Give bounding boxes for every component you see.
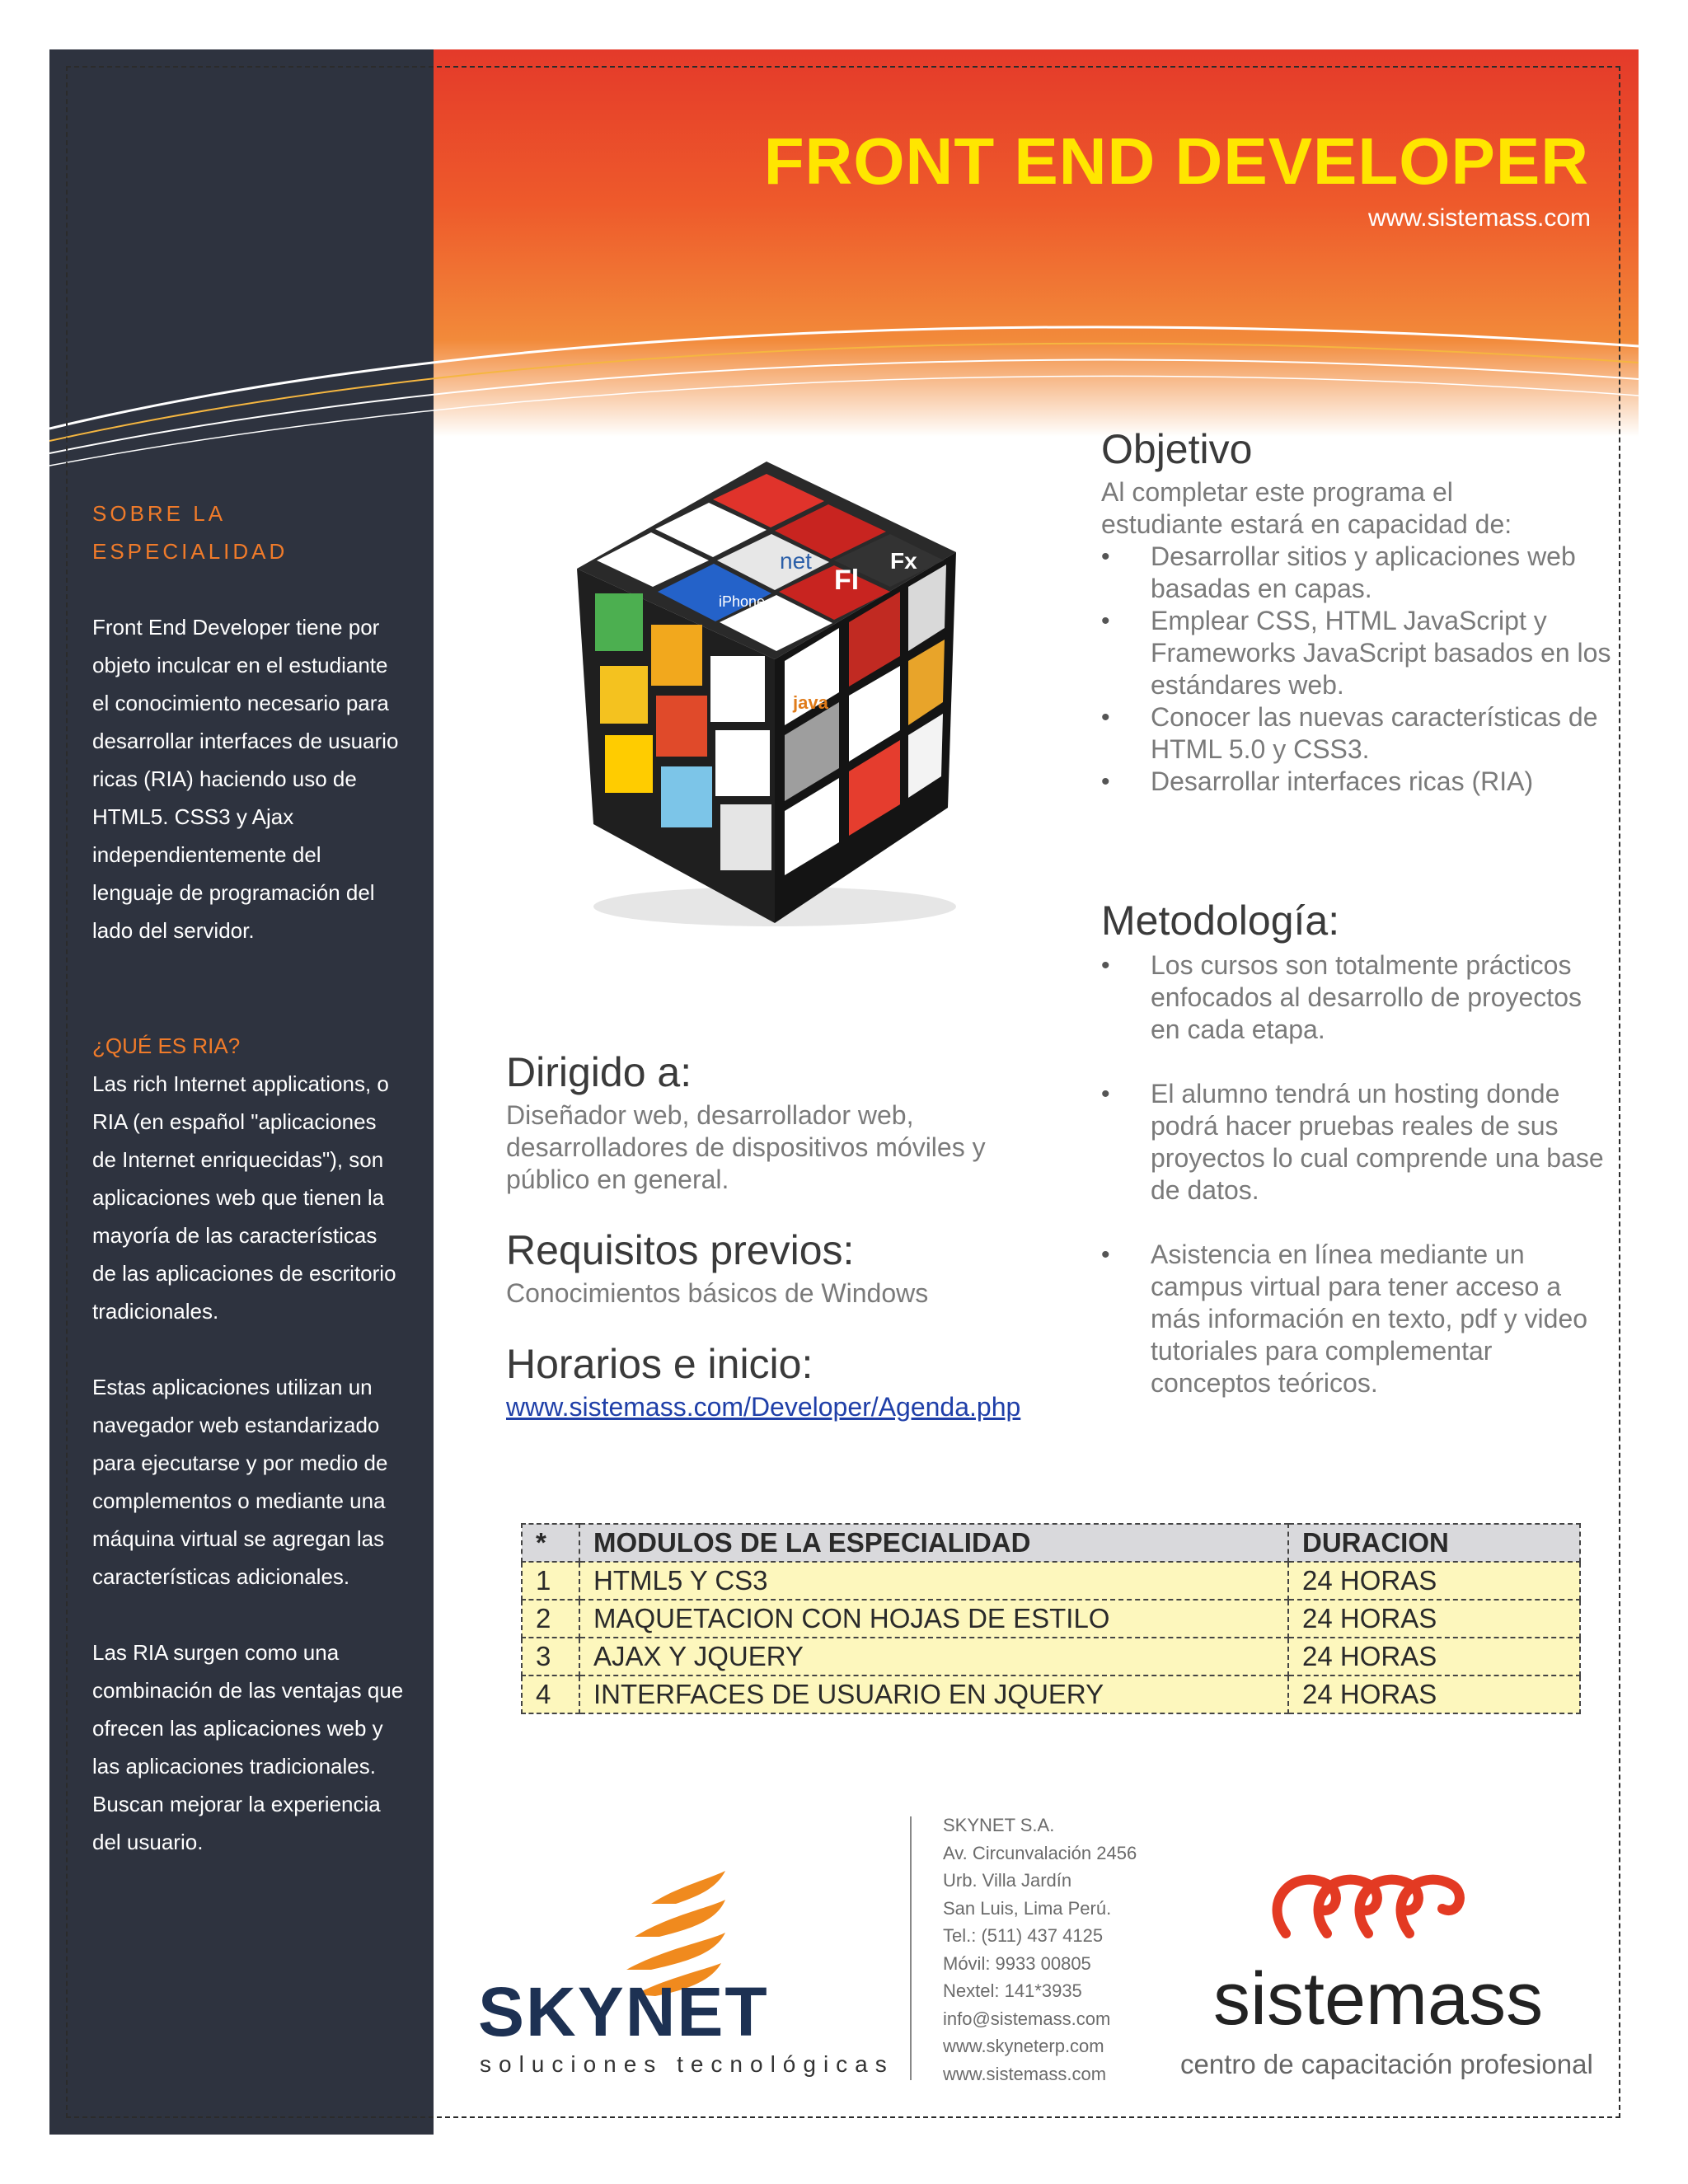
- contact-block: [943, 1811, 1137, 2088]
- table-cell-index: 2: [522, 1600, 579, 1638]
- contact-email[interactable]: info@sistemass.com: [943, 2008, 1111, 2029]
- sistemass-name: sistemass: [1213, 1958, 1544, 2041]
- cube-tile-java: java: [793, 692, 828, 713]
- contact-district: Urb. Villa Jardín: [943, 1870, 1072, 1891]
- sistemass-logo: [1170, 1843, 1599, 2090]
- dirigido-heading: Dirigido a:: [506, 1049, 692, 1095]
- ria-paragraph-2: Estas aplicaciones utilizan un navegador web estandarizado para ejecutarse y por medio de complementos o mediante una máquina virtual se agregan las características adicionales.: [92, 1375, 388, 1589]
- skynet-tagline: soluciones tecnológicas: [480, 2051, 894, 2077]
- objetivo-item: • Desarrollar interfaces ricas (RIA): [1101, 766, 1612, 798]
- requisitos-heading: Requisitos previos:: [506, 1227, 855, 1273]
- logo-separator: [910, 1816, 912, 2080]
- contact-company: SKYNET S.A.: [943, 1815, 1055, 1835]
- cube-tile-iphone: iPhone: [719, 593, 766, 610]
- table-row: [522, 1562, 1580, 1600]
- requisitos-text: Conocimientos básicos de Windows: [506, 1278, 929, 1308]
- about-text: Front End Developer tiene por objeto inculcar en el estudiante el conocimiento necesario para desarrollar interfaces de usuario ricas (RIA) haciendo uso de HTML5. CSS3 y Ajax independientemente del lenguaje de programación del lado del servidor.: [92, 615, 399, 943]
- cube-tile-fx: Fx: [890, 548, 917, 574]
- table-header-row: [522, 1524, 1580, 1562]
- table-cell-duration: 24 HORAS: [1288, 1600, 1580, 1638]
- agenda-link[interactable]: www.sistemass.com/Developer/Agenda.php: [506, 1392, 1021, 1422]
- table-row: [522, 1600, 1580, 1638]
- table-cell-duration: 24 HORAS: [1288, 1562, 1580, 1600]
- objetivo-list: [1101, 541, 1612, 798]
- table-cell-index: 3: [522, 1638, 579, 1675]
- table-row: [522, 1675, 1580, 1713]
- header-url[interactable]: www.sistemass.com: [1367, 204, 1591, 232]
- objetivo-heading: Objetivo: [1101, 426, 1253, 472]
- table-cell-duration: 24 HORAS: [1288, 1638, 1580, 1675]
- cube-tile-net: net: [780, 548, 812, 574]
- table-cell-index: 1: [522, 1562, 579, 1600]
- metodologia-heading: Metodología:: [1101, 898, 1340, 944]
- about-heading-1: SOBRE LA: [92, 501, 227, 526]
- skynet-logo: [470, 1871, 898, 2085]
- contact-web-sistemass[interactable]: www.sistemass.com: [943, 2063, 1107, 2084]
- table-cell-module: HTML5 Y CS3: [579, 1562, 1288, 1600]
- dirigido-text: Diseñador web, desarrollador web, desarrolladores de dispositivos móviles y público en general.: [506, 1100, 986, 1194]
- metodologia-item: • El alumno tendrá un hosting donde podrá hacer pruebas reales de sus proyectos lo cual comprende una base de datos.: [1101, 1078, 1612, 1207]
- about-heading-2: ESPECIALIDAD: [92, 539, 288, 564]
- table-cell-module: MAQUETACION CON HOJAS DE ESTILO: [579, 1600, 1288, 1638]
- ria-paragraph-3: Las RIA surgen como una combinación de las ventajas que ofrecen las aplicaciones web y las aplicaciones tradicionales. Buscan mejorar la experiencia del usuario.: [92, 1640, 404, 1854]
- table-cell-module: INTERFACES DE USUARIO EN JQUERY: [579, 1675, 1288, 1713]
- contact-mobile: Móvil: 9933 00805: [943, 1952, 1091, 1974]
- contact-phone: Tel.: (511) 437 4125: [943, 1925, 1104, 1946]
- table-header-index: *: [522, 1524, 579, 1562]
- sistemass-tagline: centro de capacitación profesional: [1180, 2049, 1593, 2079]
- table-cell-duration: 24 HORAS: [1288, 1675, 1580, 1713]
- objetivo-intro: Al completar este programa el estudiante estará en capacidad de:: [1101, 477, 1512, 539]
- ria-paragraph-1: Las rich Internet applications, o RIA (en español "aplicaciones de Internet enriquecidas"), son aplicaciones web que tienen la mayoría de las características de las aplicaciones de escritorio tradicionales.: [92, 1071, 396, 1324]
- metodologia-item: • Los cursos son totalmente prácticos enfocados al desarrollo de proyectos en cada etapa.: [1101, 949, 1612, 1046]
- rubik-cube-image: [528, 445, 1006, 940]
- table-row: [522, 1638, 1580, 1675]
- modules-table: [521, 1523, 1581, 1714]
- objetivo-item: • Conocer las nuevas características de HTML 5.0 y CSS3.: [1101, 701, 1612, 766]
- page-title: FRONT END DEVELOPER: [763, 124, 1589, 198]
- objetivo-item: • Emplear CSS, HTML JavaScript y Frameworks JavaScript basados en los estándares web.: [1101, 605, 1612, 701]
- metodologia-item: • Asistencia en línea mediante un campus virtual para tener acceso a más información en texto, pdf y video tutoriales para complementar conceptos teóricos.: [1101, 1239, 1612, 1399]
- contact-nextel: Nextel: 141*3935: [943, 1980, 1082, 2001]
- ria-heading: ¿QUÉ ES RIA?: [92, 1033, 241, 1058]
- cube-tile-fl: Fl: [834, 565, 860, 596]
- horarios-heading: Horarios e inicio:: [506, 1341, 814, 1387]
- table-header-module: MODULOS DE LA ESPECIALIDAD: [579, 1524, 1288, 1562]
- objetivo-item: • Desarrollar sitios y aplicaciones web basadas en capas.: [1101, 541, 1612, 605]
- metodologia-list: [1101, 949, 1612, 1399]
- table-cell-module: AJAX Y JQUERY: [579, 1638, 1288, 1675]
- skynet-name: SKYNET: [478, 1973, 769, 2050]
- table-cell-index: 4: [522, 1675, 579, 1713]
- table-header-duration: DURACION: [1288, 1524, 1580, 1562]
- contact-web-skyneterp[interactable]: www.skyneterp.com: [943, 2036, 1104, 2056]
- contact-address: Av. Circunvalación 2456: [943, 1842, 1137, 1863]
- contact-city: San Luis, Lima Perú.: [943, 1897, 1112, 1919]
